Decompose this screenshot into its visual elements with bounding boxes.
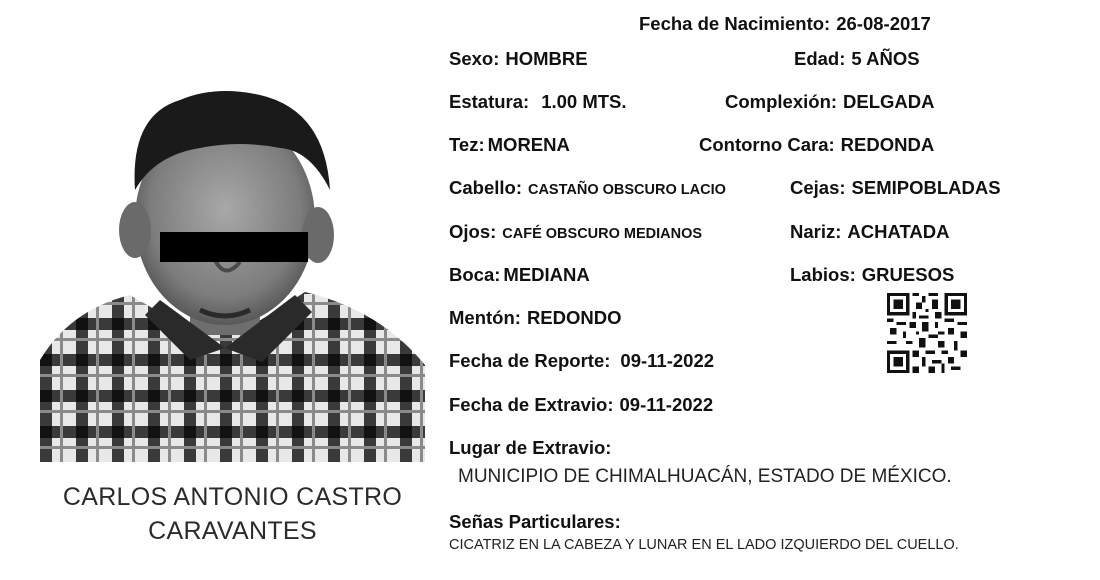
field-senas-value: CICATRIZ EN LA CABEZA Y LUNAR EN EL LADO IZQUIERDO DEL CUELLO.: [449, 537, 959, 553]
label: Sexo:: [449, 48, 500, 69]
label: Cabello:: [449, 177, 522, 198]
field-fecha-extravio: [449, 394, 713, 416]
value: GRUESOS: [861, 264, 955, 285]
field-fecha-reporte: [449, 350, 714, 372]
field-nariz: [790, 221, 949, 243]
qr-code-icon: [887, 293, 967, 373]
value: 09-11-2022: [619, 394, 714, 415]
label: Fecha de Extravio:: [449, 394, 614, 415]
field-menton: [449, 307, 622, 329]
field-sexo: [449, 48, 588, 70]
value: 1.00 MTS.: [541, 91, 627, 112]
label: Fecha de Reporte:: [449, 350, 611, 371]
value: REDONDA: [840, 134, 935, 155]
label: Contorno Cara:: [699, 134, 835, 155]
label: Complexión:: [725, 91, 838, 112]
value: MEDIANA: [503, 264, 590, 285]
label: Tez:: [449, 134, 485, 155]
value: 26-08-2017: [836, 13, 931, 34]
value: DELGADA: [843, 91, 935, 112]
person-name: [20, 480, 445, 548]
value: 09-11-2022: [620, 350, 715, 371]
field-lugar-value: MUNICIPIO DE CHIMALHUACÁN, ESTADO DE MÉXICO.: [458, 466, 952, 487]
field-labios: [790, 264, 954, 286]
field-senas-label: Señas Particulares:: [449, 511, 621, 532]
value: MORENA: [487, 134, 570, 155]
label: Ojos:: [449, 221, 497, 242]
label: Mentón:: [449, 307, 521, 328]
name-line-1: CARLOS ANTONIO CASTRO: [62, 483, 403, 511]
field-complexion: [725, 91, 935, 113]
label: Labios:: [790, 264, 856, 285]
value: ACHATADA: [847, 221, 950, 242]
label: Nariz:: [790, 221, 842, 242]
field-lugar-label: Lugar de Extravio:: [449, 437, 612, 458]
field-contorno-cara: [699, 134, 934, 156]
value: CAFÉ OBSCURO MEDIANOS: [502, 226, 703, 242]
label: Edad:: [794, 48, 846, 69]
name-line-2: CARAVANTES: [148, 517, 317, 545]
label: Cejas:: [790, 177, 846, 198]
field-fecha-nacimiento: [639, 13, 931, 35]
label: Fecha de Nacimiento:: [639, 13, 831, 34]
person-photo: [40, 30, 425, 462]
value: 5 AÑOS: [851, 48, 920, 69]
value: HOMBRE: [505, 48, 588, 69]
field-edad: [794, 48, 920, 70]
label: Estatura:: [449, 91, 530, 112]
field-estatura: [449, 91, 627, 113]
field-boca: [449, 264, 590, 286]
value: REDONDO: [526, 307, 622, 328]
label: Boca:: [449, 264, 501, 285]
value: SEMIPOBLADAS: [851, 177, 1001, 198]
field-tez: [449, 134, 570, 156]
field-cabello: [449, 177, 726, 201]
value: CASTAÑO OBSCURO LACIO: [527, 182, 726, 198]
field-ojos: [449, 221, 702, 245]
field-cejas: [790, 177, 1001, 199]
